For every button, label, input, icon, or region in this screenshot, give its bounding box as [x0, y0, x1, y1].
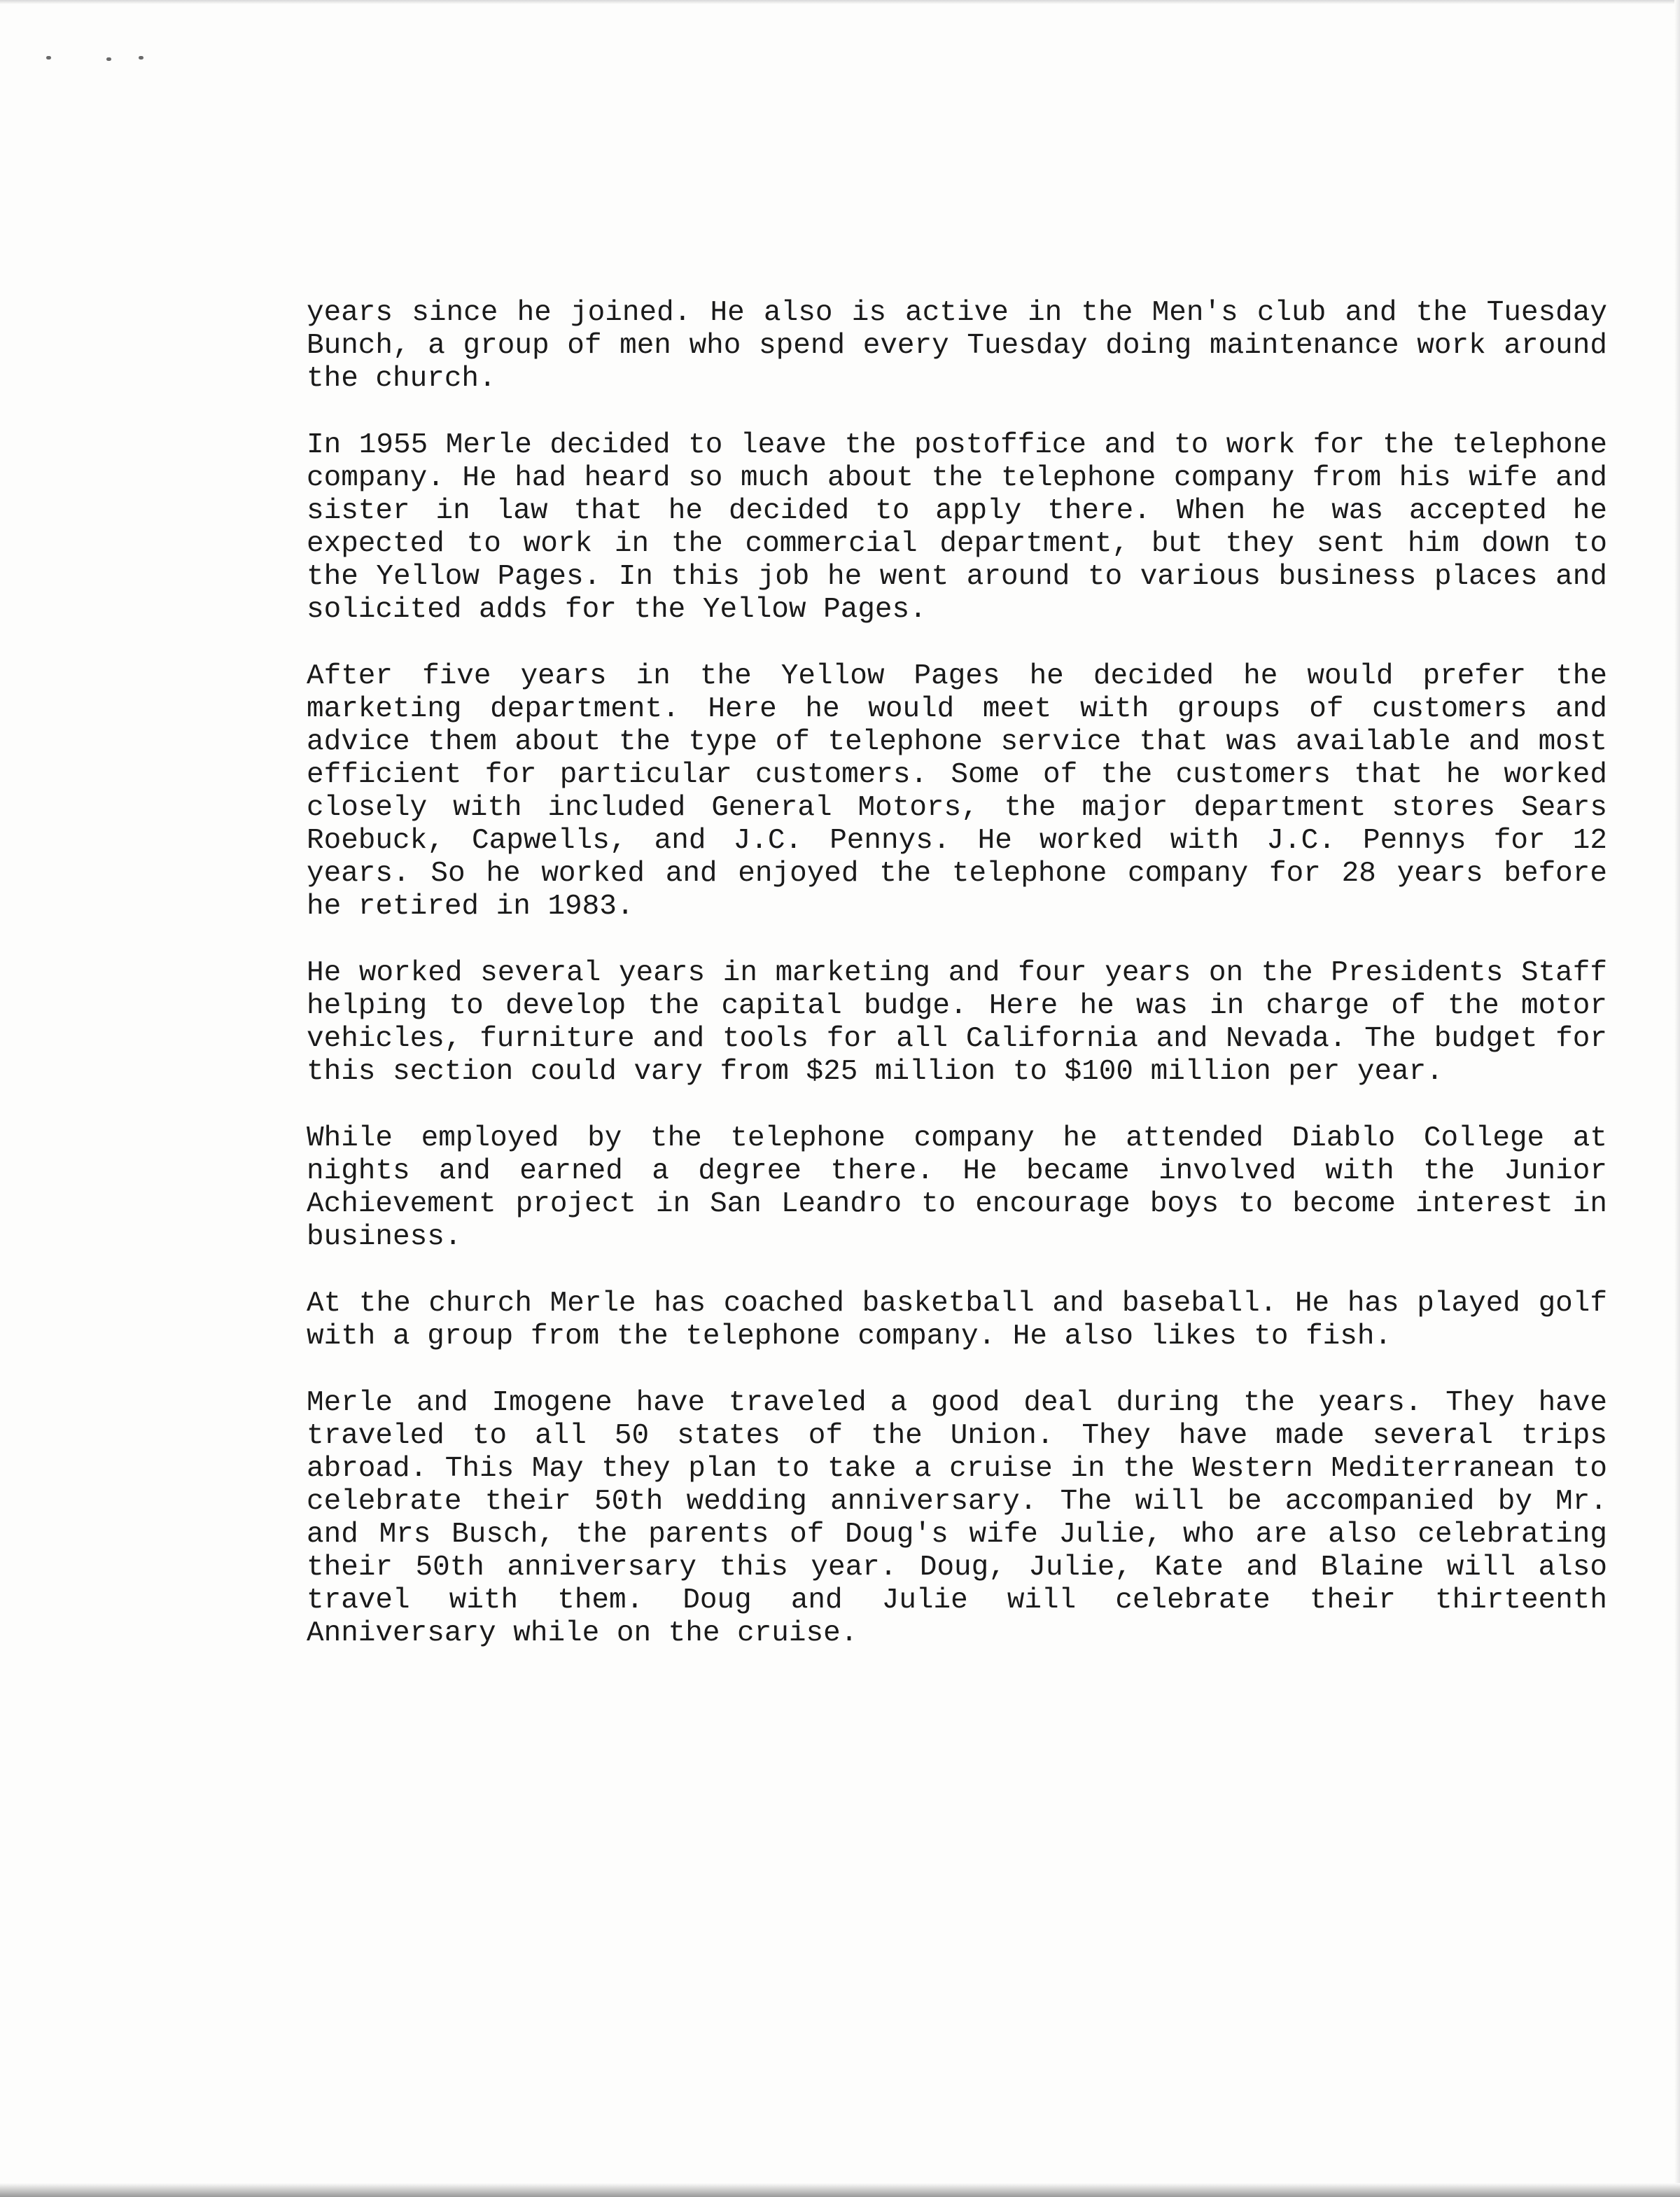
scan-speck [139, 56, 144, 60]
paragraph-marketing-department: After five years in the Yellow Pages he decided he would prefer the marketing department. Here he would meet with groups of customers and advice them about the type of telephone service that was available and most efficient for particular customers. Some of the customers that he worked closely with included General Motors, the major department stores Sears Roebuck, Capwells, and J.C. Pennys. He worked with J.C. Pennys for 12 years. So he worked and enjoyed the telephone company for 28 years before he retired in 1983. [307, 660, 1607, 923]
scan-speck [46, 56, 51, 60]
paragraph-telephone-company: In 1955 Merle decided to leave the postoffice and to work for the telephone company. He had heard so much about the telephone company from his wife and sister in law that he decided to apply there. When he was accepted he expected to work in the commercial department, but they sent him down to the Yellow Pages. In this job he went around to various business places and solicited adds for the Yellow Pages. [307, 429, 1607, 626]
body-text [307, 297, 1607, 1684]
scan-top-edge [0, 0, 1680, 4]
paragraph-presidents-staff: He worked several years in marketing and four years on the Presidents Staff helping to develop the capital budge. Here he was in charge of the motor vehicles, furniture and tools for all California and Nevada. The budget for this section could vary from $25 million to $100 million per year. [307, 957, 1607, 1088]
paragraph-tuesday-bunch: years since he joined. He also is active in the Men's club and the Tuesday Bunch, a group of men who spend every Tuesday doing maintenance work around the church. [307, 297, 1607, 395]
paragraph-travel: Merle and Imogene have traveled a good deal during the years. They have traveled to all 50 states of the Union. They have made several trips abroad. This May they plan to take a cruise in the Western Mediterranean to celebrate their 50th wedding anniversary. The will be accompanied by Mr. and Mrs Busch, the parents of Doug's wife Julie, who are also celebrating their 50th anniversary this year. Doug, Julie, Kate and Blaine will also travel with them. Doug and Julie will celebrate their thirteenth Anniversary while on the cruise. [307, 1387, 1607, 1650]
scan-speck [106, 57, 111, 61]
paragraph-church-sports: At the church Merle has coached basketball and baseball. He has played golf with a group from the telephone company. He also likes to fish. [307, 1288, 1607, 1353]
scan-right-edge [1674, 0, 1680, 2197]
scan-bottom-edge [0, 2183, 1680, 2197]
paragraph-diablo-college: While employed by the telephone company he attended Diablo College at nights and earned a degree there. He became involved with the Junior Achievement project in San Leandro to encourage boys to become interest in business. [307, 1122, 1607, 1253]
